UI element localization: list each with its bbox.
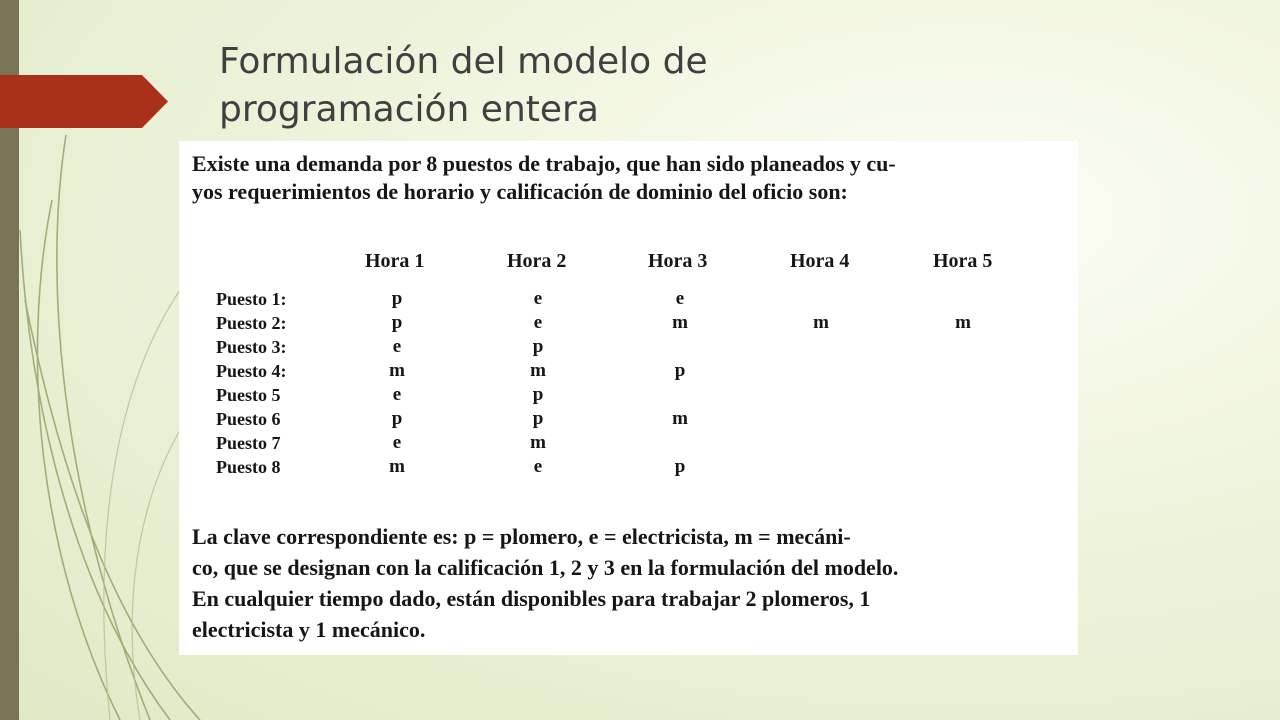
cell-puesto-6-hora-1: p <box>391 408 403 429</box>
cell-puesto-2-hora-3: m <box>672 312 688 333</box>
row-label-puesto-6: Puesto 6 <box>216 409 281 429</box>
scanned-document <box>179 141 1078 655</box>
slide-title <box>219 38 1119 134</box>
key-line-4: electricista y 1 mecánico. <box>192 617 426 642</box>
key-line-3: En cualquier tiempo dado, están disponibles para trabajar 2 plomeros, 1 <box>192 586 871 611</box>
cell-puesto-4-hora-1: m <box>389 360 405 381</box>
title-accent-arrow <box>0 75 168 128</box>
intro-paragraph <box>192 150 1052 206</box>
row-label-puesto-1: Puesto 1: <box>216 289 287 309</box>
cell-puesto-4-hora-3: p <box>674 360 686 381</box>
row-label-puesto-5: Puesto 5 <box>216 385 281 405</box>
cell-puesto-8-hora-1: m <box>389 456 405 477</box>
header-hora-2: Hora 2 <box>507 250 567 272</box>
cell-puesto-8-hora-3: p <box>674 456 686 477</box>
row-label-puesto-2: Puesto 2: <box>216 313 287 333</box>
key-paragraph <box>192 521 1062 645</box>
slide-title-line-1: Formulación del modelo de <box>219 41 708 82</box>
cell-puesto-6-hora-2: p <box>532 408 544 429</box>
intro-line-2: yos requerimientos de horario y calificación de dominio del oficio son: <box>192 179 848 204</box>
header-hora-5: Hora 5 <box>933 250 993 272</box>
cell-puesto-1-hora-3: e <box>675 288 685 309</box>
key-line-1: La clave correspondiente es: p = plomero, e = electricista, m = mecáni- <box>192 524 851 549</box>
row-label-puesto-8: Puesto 8 <box>216 457 281 477</box>
cell-puesto-2-hora-2: e <box>533 312 543 333</box>
cell-puesto-1-hora-1: p <box>391 288 403 309</box>
cell-puesto-2-hora-4: m <box>813 312 829 333</box>
cell-puesto-1-hora-2: e <box>533 288 543 309</box>
intro-line-1: Existe una demanda por 8 puestos de trabajo, que han sido planeados y cu- <box>192 151 896 176</box>
cell-puesto-7-hora-1: e <box>392 432 402 453</box>
row-label-puesto-3: Puesto 3: <box>216 337 287 357</box>
cell-puesto-3-hora-1: e <box>392 336 402 357</box>
header-hora-4: Hora 4 <box>790 250 850 272</box>
row-label-puesto-7: Puesto 7 <box>216 433 281 453</box>
cell-puesto-2-hora-5: m <box>955 312 971 333</box>
slide-title-line-2: programación entera <box>219 89 599 130</box>
cell-puesto-2-hora-1: p <box>391 312 403 333</box>
cell-puesto-3-hora-2: p <box>532 336 544 357</box>
cell-puesto-8-hora-2: e <box>533 456 543 477</box>
cell-puesto-4-hora-2: m <box>530 360 546 381</box>
key-line-2: co, que se designan con la calificación 1, 2 y 3 en la formulación del modelo. <box>192 555 899 580</box>
cell-puesto-5-hora-2: p <box>532 384 544 405</box>
row-label-puesto-4: Puesto 4: <box>216 361 287 381</box>
cell-puesto-7-hora-2: m <box>530 432 546 453</box>
cell-puesto-5-hora-1: e <box>392 384 402 405</box>
header-hora-1: Hora 1 <box>365 250 425 272</box>
cell-puesto-6-hora-3: m <box>672 408 688 429</box>
header-hora-3: Hora 3 <box>648 250 708 272</box>
